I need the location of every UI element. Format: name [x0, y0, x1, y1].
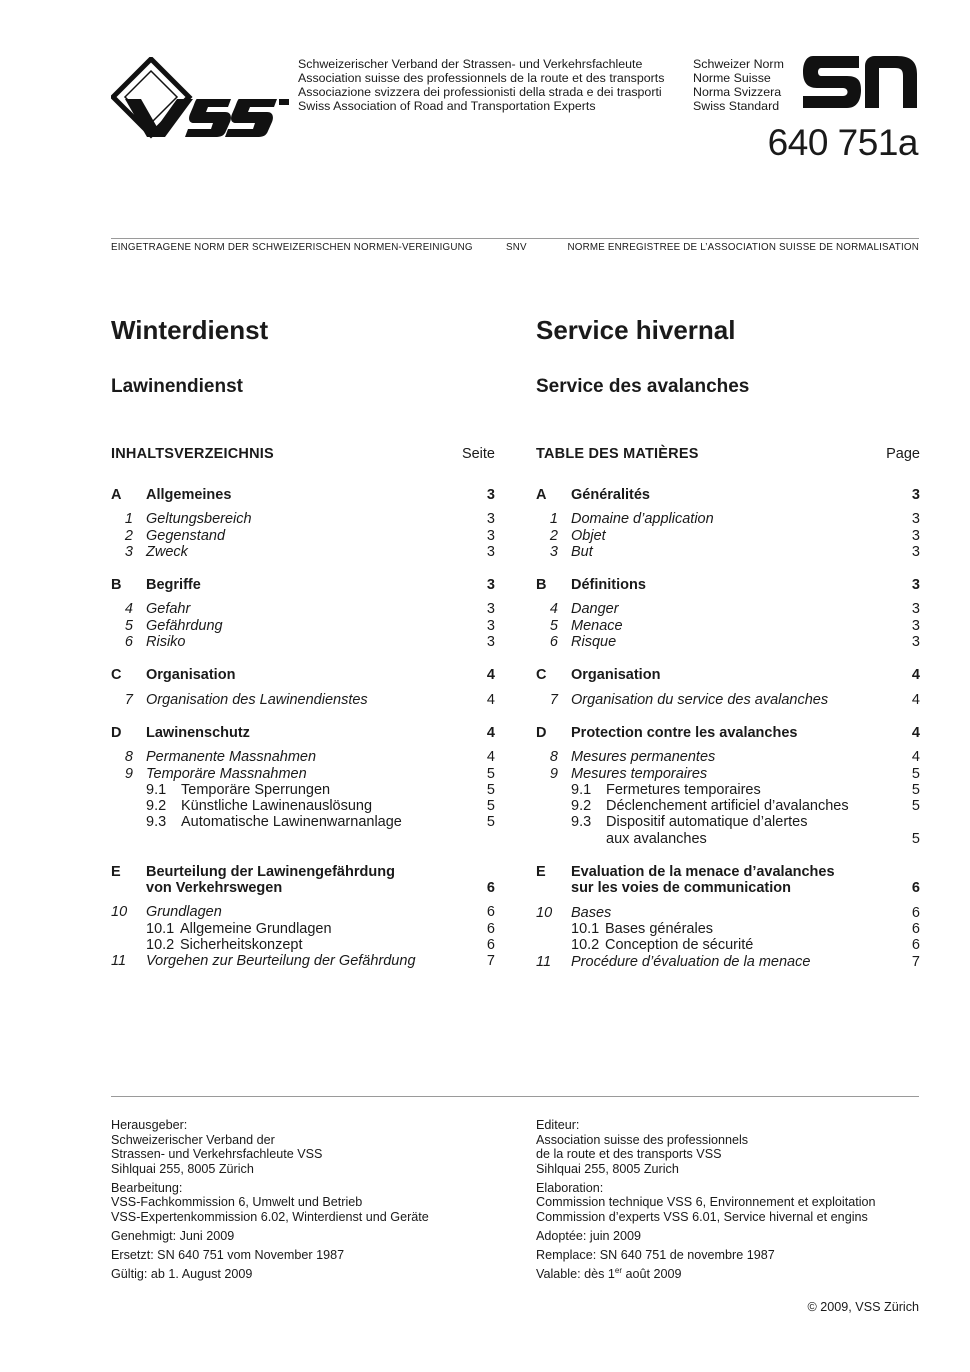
footer-rule: [111, 1096, 919, 1097]
toc-entry-text: Conception de sécurité: [605, 937, 754, 954]
toc-page-number: 4: [486, 749, 495, 766]
publication-info-block: [111, 1229, 531, 1244]
toc-subchapter-row: [536, 921, 920, 937]
toc-heading-fr: [536, 446, 920, 462]
standard-number: 640 751a: [767, 122, 918, 163]
toc-number: 9.3: [571, 814, 592, 831]
registration-text-fr: NORME ENREGISTREE DE L’ASSOCIATION SUISSE DE NORMALISATION: [567, 242, 919, 253]
toc-number: 11: [536, 953, 552, 970]
toc-spacer: [536, 708, 920, 725]
toc-heading-de: [111, 446, 495, 462]
toc-page-number: 3: [911, 577, 920, 594]
toc-number: 9.2: [146, 798, 167, 815]
toc-label: TABLE DES MATIÈRES: [536, 446, 699, 462]
publication-info-line: Herausgeber:: [111, 1118, 188, 1132]
toc-spacer: [111, 560, 495, 577]
toc-page-number: 3: [911, 543, 920, 560]
toc-subchapter-row: [111, 798, 495, 814]
toc-entry-text: Allgemeines: [146, 487, 232, 503]
publication-info-block: [536, 1181, 956, 1225]
toc-entry-text: Grundlagen: [146, 904, 222, 921]
toc-chapter-row: [111, 544, 495, 560]
toc-spacer: [111, 708, 495, 725]
toc-number: B: [111, 577, 122, 594]
toc-subchapter-row: [536, 782, 920, 798]
publication-info-line: Remplace: SN 640 751 de novembre 1987: [536, 1247, 775, 1262]
toc-page-number: 4: [911, 724, 920, 741]
toc-chapter-row: [111, 692, 495, 708]
vss-logo: [111, 57, 291, 144]
toc-entry-text: Organisation du service des avalanches: [571, 691, 829, 708]
toc-number: 4: [549, 601, 558, 618]
toc-spacer: [111, 847, 495, 864]
toc-section-row: [536, 487, 920, 503]
toc-number: 8: [549, 749, 558, 766]
toc-number: A: [536, 487, 547, 503]
toc-chapter-row: [536, 766, 920, 782]
toc-page-number: 3: [911, 511, 920, 528]
toc-entry-text: von Verkehrswegen: [146, 880, 283, 897]
toc-entry-text: But: [571, 543, 593, 560]
standard-name: Norme Suisse: [693, 71, 771, 85]
toc-entry-text: Gefährdung: [146, 617, 223, 634]
publication-info-line: Sihlquai 255, 8005 Zurich: [536, 1161, 679, 1176]
toc-number: 9.2: [571, 798, 592, 815]
toc-chapter-row: [536, 544, 920, 560]
toc-entry-text: Risque: [571, 634, 617, 651]
title-de: Winterdienst: [111, 315, 269, 345]
toc-spacer: [536, 684, 920, 692]
superscript: er: [614, 1265, 623, 1275]
toc-section-row: [111, 880, 495, 896]
toc-spacer: [111, 503, 495, 511]
toc-entry-text: Vorgehen zur Beurteilung der Gefährdung: [146, 953, 416, 970]
toc-number: 2: [124, 527, 133, 544]
publication-info-de: [111, 1118, 531, 1286]
toc-page-number: 3: [486, 511, 495, 528]
publication-info-block: [111, 1118, 531, 1176]
publication-info-block: [536, 1267, 956, 1282]
toc-number: 10.1: [146, 920, 175, 937]
toc-subchapter-row: [536, 937, 920, 953]
standard-name-block: [693, 57, 784, 113]
toc-entry-text: Mesures permanentes: [571, 749, 716, 766]
toc-number: 10.2: [146, 936, 175, 953]
publication-info-block: [536, 1229, 956, 1244]
toc-number: E: [536, 864, 546, 881]
page-column-label: Page: [886, 446, 920, 462]
toc-number: 9.1: [146, 781, 167, 798]
toc-page-number: 3: [911, 601, 920, 618]
toc-entry-text: Zweck: [146, 543, 188, 560]
standard-name: Norma Svizzera: [693, 85, 782, 99]
toc-page-number: 4: [911, 691, 920, 708]
toc-entry-text: Allgemeine Grundlagen: [180, 920, 332, 937]
toc-number: E: [111, 863, 121, 880]
toc-page-number: 3: [486, 601, 495, 618]
toc-page-number: 6: [911, 937, 920, 954]
toc-page-number: 5: [486, 814, 495, 831]
toc-number: D: [111, 724, 122, 741]
toc-page-number: 4: [486, 667, 495, 684]
toc-number: 6: [549, 634, 558, 651]
toc-entry-text: Menace: [571, 617, 623, 634]
publication-info-line: Ersetzt: SN 640 751 vom November 1987: [111, 1247, 345, 1262]
toc-spacer: [111, 831, 495, 847]
toc-spacer: [536, 650, 920, 667]
toc-page-number: 5: [911, 765, 920, 782]
page-column-label: Seite: [461, 446, 495, 462]
publication-info-line: Sihlquai 255, 8005 Zürich: [111, 1161, 254, 1176]
toc-subchapter-row: [111, 814, 495, 830]
toc-entry-text: Begriffe: [146, 577, 201, 594]
toc-spacer: [536, 847, 920, 864]
toc-chapter-row: [536, 905, 920, 921]
toc-section-row: [536, 880, 920, 896]
toc-entry-text: Lawinenschutz: [146, 724, 250, 741]
toc-page-number: 5: [911, 781, 920, 798]
publication-info-line: Association suisse des professionnels: [536, 1132, 749, 1147]
toc-number: 10: [536, 904, 553, 921]
toc-number: 3: [549, 543, 558, 560]
toc-section-row: [536, 667, 920, 683]
association-line: Associazione svizzera dei professionisti della strada e dei trasporti: [298, 85, 662, 99]
toc-number: 3: [124, 543, 133, 560]
toc-section-row: [111, 864, 495, 880]
toc-chapter-row: [536, 692, 920, 708]
association-line: Swiss Association of Road and Transportation Experts: [298, 99, 596, 113]
toc-chapter-row: [111, 528, 495, 544]
toc-entry-text: Permanente Massnahmen: [146, 749, 317, 766]
toc-label: INHALTSVERZEICHNIS: [111, 446, 274, 462]
toc-page-number: 6: [486, 904, 495, 921]
toc-number: A: [111, 487, 122, 503]
toc-chapter-row: [111, 766, 495, 782]
header-rule: [111, 238, 919, 239]
toc-chapter-row: [111, 511, 495, 527]
toc-entry-text: Fermetures temporaires: [606, 781, 761, 798]
toc-entry-text: Protection contre les avalanches: [571, 724, 798, 741]
toc-entry-text: Risiko: [146, 634, 186, 651]
toc-number: [571, 831, 606, 847]
toc-entry-text: Organisation: [146, 667, 236, 684]
toc-chapter-row: [111, 904, 495, 920]
toc-chapter-row: [536, 528, 920, 544]
toc-number: C: [536, 667, 547, 684]
toc-entry-text: Gefahr: [146, 601, 191, 618]
toc-chapter-row: [111, 618, 495, 634]
toc-page-number: 3: [486, 634, 495, 651]
table-of-contents-fr: [536, 487, 920, 970]
toc-subchapter-row: [111, 937, 495, 953]
association-line: Schweizerischer Verband der Strassen- und Verkehrsfachleute: [298, 57, 643, 71]
toc-entry-text: Gegenstand: [146, 527, 226, 544]
toc-entry-text: Mesures temporaires: [571, 765, 708, 782]
toc-chapter-row: [536, 601, 920, 617]
toc-entry-text: Généralités: [571, 487, 650, 503]
toc-page-number: 6: [911, 880, 920, 897]
toc-number: B: [536, 577, 547, 594]
toc-entry-text: Dispositif automatique d’alertes: [606, 814, 808, 831]
publication-info-fr: [536, 1118, 956, 1286]
toc-page-number: 6: [486, 920, 495, 937]
toc-entry-text: Künstliche Lawinenauslösung: [181, 798, 373, 815]
toc-entry-text: Objet: [571, 527, 606, 544]
toc-page-number: 6: [486, 936, 495, 953]
toc-number: 9.3: [146, 814, 167, 831]
standard-name: Swiss Standard: [693, 99, 780, 113]
publication-info-line: Elaboration:: [536, 1180, 604, 1195]
toc-section-row: [536, 577, 920, 593]
toc-chapter-row: [111, 953, 495, 969]
toc-subchapter-row: [536, 798, 920, 814]
association-name-block: [298, 57, 664, 113]
toc-page-number: 7: [911, 953, 920, 970]
publication-info-line: de la route et des transports VSS: [536, 1147, 722, 1161]
toc-entry-text: Evaluation de la menace d’avalanches: [571, 864, 835, 881]
toc-page-number: 3: [486, 577, 495, 594]
toc-number: C: [111, 667, 122, 684]
toc-spacer: [536, 560, 920, 577]
toc-subchapter-row: [536, 814, 920, 830]
toc-page-number: 5: [911, 830, 920, 847]
publication-info-block: [111, 1181, 531, 1225]
toc-section-row: [536, 864, 920, 880]
toc-chapter-row: [111, 634, 495, 650]
publication-info-line: Genehmigt: Juni 2009: [111, 1228, 235, 1243]
toc-spacer: [536, 593, 920, 601]
toc-page-number: 5: [486, 798, 495, 815]
toc-number: 6: [124, 634, 133, 651]
toc-spacer: [111, 741, 495, 749]
publication-info-line: Valable: dès 1er août 2009: [536, 1265, 682, 1281]
toc-page-number: 7: [486, 953, 495, 970]
toc-chapter-row: [111, 749, 495, 765]
toc-subchapter-row: [111, 782, 495, 798]
toc-entry-text: Danger: [571, 601, 619, 618]
toc-number: 10.2: [571, 937, 600, 954]
toc-number: 9: [549, 765, 558, 782]
table-of-contents-de: [111, 487, 495, 970]
toc-entry-text: Temporäre Sperrungen: [181, 781, 331, 798]
sn-logo: [803, 56, 919, 113]
toc-subchapter-row: [536, 831, 920, 847]
toc-page-number: 3: [486, 487, 495, 503]
copyright: © 2009, VSS Zürich: [807, 1300, 919, 1314]
toc-spacer: [536, 741, 920, 749]
toc-chapter-row: [111, 601, 495, 617]
publication-info-line: VSS-Expertenkommission 6.02, Winterdienst und Geräte: [111, 1209, 429, 1224]
toc-entry-text: Organisation: [571, 667, 661, 684]
publication-info-line: Commission technique VSS 6, Environnement et exploitation: [536, 1195, 876, 1209]
publication-info-line: VSS-Fachkommission 6, Umwelt und Betrieb: [111, 1195, 363, 1209]
toc-page-number: 4: [486, 691, 495, 708]
toc-number: 7: [549, 691, 558, 708]
toc-entry-text: Temporäre Massnahmen: [146, 765, 307, 782]
publication-info-line: Schweizerischer Verband der: [111, 1132, 275, 1147]
toc-number: 2: [549, 527, 558, 544]
toc-entry-text: aux avalanches: [606, 830, 707, 847]
toc-page-number: 3: [486, 527, 495, 544]
publication-info-block: [536, 1118, 956, 1176]
title-fr: Service hivernal: [536, 315, 736, 345]
publication-info-line: Adoptée: juin 2009: [536, 1228, 642, 1243]
toc-section-row: [111, 487, 495, 503]
publication-info-line: Commission d’experts VSS 6.01, Service hivernal et engins: [536, 1209, 868, 1224]
toc-number: 9: [124, 765, 133, 782]
toc-number: 1: [549, 511, 558, 528]
toc-number: D: [536, 724, 547, 741]
toc-page-number: 5: [486, 765, 495, 782]
toc-section-row: [111, 725, 495, 741]
toc-chapter-row: [536, 634, 920, 650]
toc-entry-text: Organisation des Lawinendienstes: [146, 691, 368, 708]
toc-section-row: [536, 725, 920, 741]
publication-info-line: Bearbeitung:: [111, 1180, 183, 1195]
toc-number: 1: [124, 511, 133, 528]
toc-page-number: 6: [911, 920, 920, 937]
toc-page-number: 4: [911, 749, 920, 766]
toc-entry-text: Déclenchement artificiel d’avalanches: [606, 798, 849, 815]
toc-page-number: 3: [911, 527, 920, 544]
toc-entry-text: Geltungsbereich: [146, 511, 252, 528]
publication-info-line: Editeur:: [536, 1118, 580, 1132]
toc-number: 7: [124, 691, 133, 708]
toc-page-number: 3: [911, 634, 920, 651]
toc-number: 10: [111, 904, 128, 921]
toc-page-number: 3: [486, 617, 495, 634]
toc-number: 5: [124, 617, 133, 634]
toc-entry-text: Définitions: [571, 577, 646, 594]
toc-page-number: 3: [911, 487, 920, 503]
toc-page-number: 6: [911, 904, 920, 921]
publication-info-block: [111, 1267, 531, 1282]
toc-entry-text: Sicherheitskonzept: [180, 936, 303, 953]
toc-entry-text: Automatische Lawinenwarnanlage: [181, 814, 402, 831]
registration-snv: SNV: [506, 242, 527, 253]
toc-page-number: 4: [911, 667, 920, 684]
publication-info-block: [536, 1248, 956, 1263]
toc-number: 10.1: [571, 920, 600, 937]
toc-entry-text: Procédure d’évaluation de la menace: [571, 953, 811, 970]
publication-info-block: [111, 1248, 531, 1263]
toc-number: 4: [124, 601, 133, 618]
toc-entry-text: Bases générales: [605, 920, 714, 937]
subtitle-fr: Service des avalanches: [536, 376, 750, 397]
toc-spacer: [111, 593, 495, 601]
toc-chapter-row: [536, 954, 920, 970]
publication-info-line: Strassen- und Verkehrsfachleute VSS: [111, 1147, 323, 1161]
registration-text-de: EINGETRAGENE NORM DER SCHWEIZERISCHEN NORMEN-VEREINIGUNG: [111, 242, 473, 253]
toc-page-number: 5: [911, 798, 920, 815]
toc-chapter-row: [536, 749, 920, 765]
toc-page-number: 3: [911, 617, 920, 634]
toc-subchapter-row: [111, 921, 495, 937]
toc-spacer: [536, 503, 920, 511]
toc-spacer: [111, 684, 495, 692]
toc-page-number: 3: [486, 543, 495, 560]
toc-number: 11: [111, 953, 127, 970]
association-line: Association suisse des professionnels de la route et des transports: [298, 71, 665, 85]
toc-number: 8: [124, 749, 133, 766]
toc-spacer: [111, 896, 495, 904]
toc-entry-text: sur les voies de communication: [571, 880, 791, 897]
toc-entry-text: Bases: [571, 904, 612, 921]
toc-spacer: [536, 897, 920, 905]
toc-entry-text: Domaine d’application: [571, 511, 714, 528]
standard-name: Schweizer Norm: [693, 57, 784, 71]
toc-spacer: [111, 650, 495, 667]
toc-section-row: [111, 577, 495, 593]
subtitle-de: Lawinendienst: [111, 376, 243, 397]
toc-page-number: 6: [486, 880, 495, 897]
toc-page-number: 4: [486, 724, 495, 741]
toc-number: 5: [549, 617, 558, 634]
toc-entry-text: Beurteilung der Lawinengefährdung: [146, 863, 395, 880]
publication-info-line: Gültig: ab 1. August 2009: [111, 1266, 253, 1281]
toc-number: 9.1: [571, 781, 592, 798]
toc-chapter-row: [536, 511, 920, 527]
toc-chapter-row: [536, 618, 920, 634]
toc-page-number: 5: [486, 781, 495, 798]
toc-section-row: [111, 667, 495, 683]
